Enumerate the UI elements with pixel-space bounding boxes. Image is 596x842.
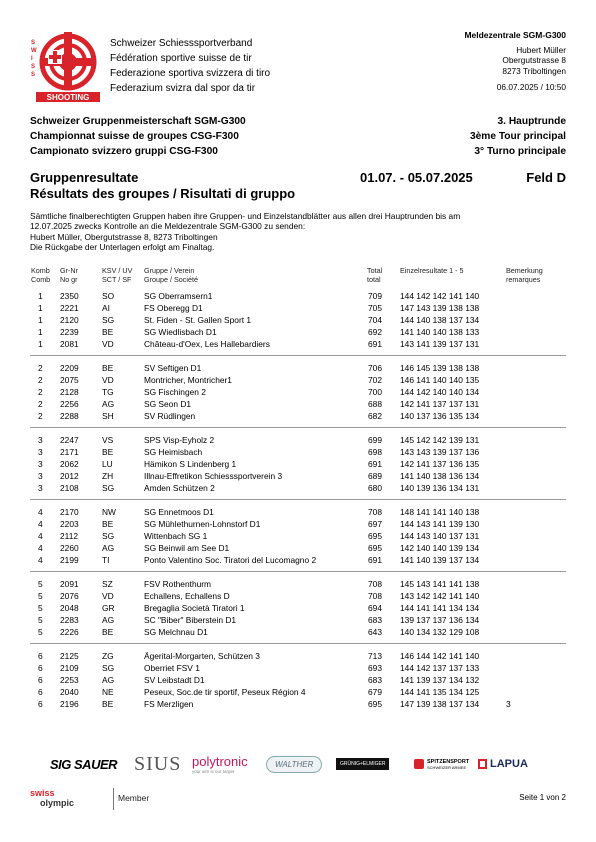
table-row [0, 458, 596, 470]
contact-date: 06.07.2025 / 10:50 [496, 82, 566, 92]
cell-einz: 144 142 137 137 133 [400, 663, 480, 673]
cell-total: 683 [368, 675, 382, 685]
cell-komb: 2 [38, 363, 43, 373]
cell-total: 699 [368, 435, 382, 445]
cell-gr: 2120 [60, 315, 79, 325]
cell-total: 682 [368, 411, 382, 421]
cell-ksv: AG [102, 399, 115, 409]
cell-ksv: BE [102, 447, 114, 457]
cell-total: 705 [368, 303, 382, 313]
cell-gr: 2283 [60, 615, 79, 625]
cell-komb: 2 [38, 375, 43, 385]
cell-gr: 2350 [60, 291, 79, 301]
cell-total: 709 [368, 291, 382, 301]
cell-total: 689 [368, 471, 382, 481]
cell-name: Bregaglia Società Tiratori 1 [144, 603, 245, 613]
cell-name: SG Beinwil am See D1 [144, 543, 230, 553]
cell-einz: 142 140 140 139 134 [400, 543, 480, 553]
cell-komb: 5 [38, 603, 43, 613]
cell-total: 708 [368, 591, 382, 601]
cell-einz: 141 139 137 134 132 [400, 675, 480, 685]
cell-name: SG Mühlethurnen-Lohnstorf D1 [144, 519, 261, 529]
table-row [0, 326, 596, 338]
cell-total: 695 [368, 543, 382, 553]
table-row [0, 590, 596, 602]
cell-ksv: SZ [102, 579, 113, 589]
cell-ksv: BE [102, 699, 114, 709]
cell-gr: 2076 [60, 591, 79, 601]
cell-komb: 1 [38, 339, 43, 349]
member-label: Member [118, 793, 150, 803]
cell-einz: 142 141 137 137 131 [400, 399, 480, 409]
cell-komb: 5 [38, 627, 43, 637]
cell-ksv: VD [102, 339, 114, 349]
cell-total: 704 [368, 315, 382, 325]
cell-einz: 143 141 139 137 131 [400, 339, 480, 349]
group-separator [30, 355, 566, 356]
cell-total: 708 [368, 579, 382, 589]
table-row [0, 410, 596, 422]
cell-name: FS Merzligen [144, 699, 194, 709]
cell-ksv: BE [102, 363, 114, 373]
svg-text:S: S [31, 64, 36, 70]
cell-komb: 5 [38, 591, 43, 601]
cell-komb: 1 [38, 291, 43, 301]
cell-name: Wittenbach SG 1 [144, 531, 208, 541]
table-row [0, 602, 596, 614]
cell-gr: 2253 [60, 675, 79, 685]
table-row [0, 674, 596, 686]
table-row [0, 362, 596, 374]
intro-line: Die Rückgabe der Unterlagen erfolgt am Finaltag. [30, 242, 215, 253]
cell-komb: 4 [38, 543, 43, 553]
cell-komb: 4 [38, 531, 43, 541]
results-title-fr-it: Résultats des groupes / Risultati di gruppo [30, 186, 296, 201]
cell-einz: 140 137 136 135 134 [400, 411, 480, 421]
cell-ksv: BE [102, 327, 114, 337]
org-name-de: Schweizer Schiesssportverband [110, 38, 253, 49]
cell-gr: 2288 [60, 411, 79, 421]
table-row [0, 542, 596, 554]
cell-name: Montricher, Montricher1 [144, 375, 232, 385]
lapua-logo: LAPUA [478, 744, 528, 784]
table-row [0, 338, 596, 350]
cell-ksv: NE [102, 687, 114, 697]
cell-komb: 3 [38, 447, 43, 457]
competition-line-de: Schweizer Gruppenmeisterschaft SGM-G300 [30, 116, 246, 127]
table-row [0, 482, 596, 494]
cell-name: SG Oberramsern1 [144, 291, 213, 301]
cell-total: 683 [368, 615, 382, 625]
cell-gr: 2221 [60, 303, 79, 313]
cell-komb: 2 [38, 387, 43, 397]
cell-gr: 2062 [60, 459, 79, 469]
cell-name: SPS Visp-Eyholz 2 [144, 435, 215, 445]
cell-total: 695 [368, 531, 382, 541]
cell-ksv: ZH [102, 471, 114, 481]
cell-einz: 145 142 142 139 131 [400, 435, 480, 445]
cell-einz: 147 139 138 137 134 [400, 699, 480, 709]
cell-ksv: SG [102, 531, 115, 541]
cell-gr: 2091 [60, 579, 79, 589]
page-number: Seite 1 von 2 [519, 793, 566, 802]
sponsor-bar [50, 744, 550, 784]
cell-einz: 144 142 142 141 140 [400, 291, 480, 301]
cell-total: 691 [368, 339, 382, 349]
cell-ksv: SO [102, 291, 115, 301]
cell-name: Echallens, Echallens D [144, 591, 230, 601]
table-row [0, 470, 596, 482]
cell-einz: 141 140 138 136 134 [400, 471, 480, 481]
cell-komb: 4 [38, 555, 43, 565]
spitzensport-logo: SPITZENSPORT SCHWEIZER ARMEE [414, 744, 469, 784]
cell-gr: 2171 [60, 447, 79, 457]
cell-gr: 2040 [60, 687, 79, 697]
cell-ksv: AI [102, 303, 110, 313]
cell-komb: 5 [38, 579, 43, 589]
round-line-it: 3° Turno principale [474, 146, 566, 157]
cell-ksv: GR [102, 603, 115, 613]
cell-einz: 144 141 135 134 125 [400, 687, 480, 697]
cell-name: SG Heimisbach [144, 447, 203, 457]
cell-total: 680 [368, 483, 382, 493]
cell-komb: 1 [38, 315, 43, 325]
cell-name: St. Fiden - St. Gallen Sport 1 [144, 315, 252, 325]
cell-gr: 2081 [60, 339, 79, 349]
lapua-mark-icon [478, 759, 487, 769]
table-row [0, 398, 596, 410]
cell-name: SG Fischingen 2 [144, 387, 206, 397]
sius-logo: SIUS [134, 752, 182, 775]
table-row [0, 386, 596, 398]
col-header-ksv: KSV / UV SCT / SF [102, 266, 133, 285]
cell-gr: 2199 [60, 555, 79, 565]
cell-komb: 2 [38, 399, 43, 409]
cell-ksv: SH [102, 411, 114, 421]
cell-gr: 2226 [60, 627, 79, 637]
cell-gr: 2108 [60, 483, 79, 493]
table-row [0, 626, 596, 638]
cell-name: SG Melchnau D1 [144, 627, 208, 637]
contact-city: 8273 Triboltingen [502, 65, 566, 76]
results-field: Feld D [526, 170, 566, 185]
results-title-de: Gruppenresultate [30, 170, 139, 185]
table-row [0, 662, 596, 674]
cell-name: Illnau-Effretikon Schiesssportverein 3 [144, 471, 283, 481]
table-row [0, 374, 596, 386]
cell-komb: 5 [38, 615, 43, 625]
cell-einz: 146 141 140 140 135 [400, 375, 480, 385]
table-row [0, 578, 596, 590]
round-line-de: 3. Hauptrunde [497, 116, 566, 127]
cell-einz: 147 143 139 138 138 [400, 303, 480, 313]
cell-ksv: SG [102, 483, 115, 493]
svg-text:W: W [31, 48, 37, 54]
cell-gr: 2109 [60, 663, 79, 673]
cell-ksv: TI [102, 555, 110, 565]
cell-total: 708 [368, 507, 382, 517]
cell-name: SG Ennetmoos D1 [144, 507, 214, 517]
cell-komb: 3 [38, 471, 43, 481]
cell-gr: 2209 [60, 363, 79, 373]
table-row [0, 554, 596, 566]
cell-name: Amden Schützen 2 [144, 483, 215, 493]
cell-einz: 148 141 141 140 138 [400, 507, 480, 517]
cell-gr: 2048 [60, 603, 79, 613]
cell-komb: 6 [38, 663, 43, 673]
competition-line-fr: Championnat suisse de groupes CSG-F300 [30, 131, 239, 142]
swiss-cross-icon [414, 759, 424, 769]
table-row [0, 434, 596, 446]
cell-bem: 3 [506, 699, 511, 709]
cell-name: Château-d'Oex, Les Hallebardiers [144, 339, 270, 349]
cell-einz: 140 139 136 134 131 [400, 483, 480, 493]
cell-gr: 2112 [60, 531, 79, 541]
cell-einz: 143 143 139 137 136 [400, 447, 480, 457]
col-header-gr: Gr-Nr No gr [60, 266, 78, 285]
cell-komb: 1 [38, 303, 43, 313]
cell-gr: 2170 [60, 507, 79, 517]
cell-total: 693 [368, 663, 382, 673]
cell-komb: 6 [38, 687, 43, 697]
cell-name: SG Wiedlisbach D1 [144, 327, 217, 337]
cell-komb: 3 [38, 435, 43, 445]
intro-line: 12.07.2025 zwecks Kontrolle an die Meldezentrale SGM-G300 zu senden: [30, 221, 306, 232]
cell-gr: 2075 [60, 375, 79, 385]
col-header-name: Gruppe / Verein Groupe / Société [144, 266, 198, 285]
svg-text:I: I [31, 56, 33, 62]
competition-line-it: Campionato svizzero gruppi CSG-F300 [30, 146, 218, 157]
intro-line: Sämtliche finalberechtigten Gruppen haben ihre Gruppen- und Einzelstandblätter aus allen drei Hauptrunden bis am [30, 211, 461, 221]
table-row [0, 290, 596, 302]
cell-komb: 3 [38, 483, 43, 493]
svg-text:SHOOTING: SHOOTING [46, 93, 90, 102]
sigsauer-logo: SIG SAUER [50, 756, 118, 772]
cell-total: 688 [368, 399, 382, 409]
cell-name: SV Rüdlingen [144, 411, 196, 421]
cell-ksv: VD [102, 375, 114, 385]
cell-name: Hämikon S Lindenberg 1 [144, 459, 237, 469]
cell-gr: 2196 [60, 699, 79, 709]
cell-gr: 2012 [60, 471, 79, 481]
cell-einz: 139 137 137 136 134 [400, 615, 480, 625]
cell-gr: 2239 [60, 327, 79, 337]
cell-komb: 4 [38, 507, 43, 517]
group-separator [30, 571, 566, 572]
cell-name: FSV Rothenthurm [144, 579, 212, 589]
table-row [0, 518, 596, 530]
contact-name: Hubert Müller [516, 44, 566, 55]
cell-gr: 2203 [60, 519, 79, 529]
cell-einz: 142 141 137 136 135 [400, 459, 480, 469]
cell-total: 643 [368, 627, 382, 637]
table-row [0, 698, 596, 710]
cell-total: 691 [368, 555, 382, 565]
cell-gr: 2247 [60, 435, 79, 445]
cell-name: Oberriet FSV 1 [144, 663, 200, 673]
table-row [0, 650, 596, 662]
cell-komb: 3 [38, 459, 43, 469]
col-header-komb: Komb Comb [31, 266, 51, 285]
cell-gr: 2125 [60, 651, 79, 661]
cell-total: 691 [368, 459, 382, 469]
cell-total: 702 [368, 375, 382, 385]
cell-gr: 2256 [60, 399, 79, 409]
cell-komb: 6 [38, 651, 43, 661]
cell-ksv: TG [102, 387, 114, 397]
cell-total: 713 [368, 651, 382, 661]
table-row [0, 302, 596, 314]
cell-total: 692 [368, 327, 382, 337]
svg-text:S: S [31, 72, 36, 78]
cell-name: SC "Biber" Biberstein D1 [144, 615, 237, 625]
cell-einz: 144 143 141 139 130 [400, 519, 480, 529]
cell-einz: 146 144 142 141 140 [400, 651, 480, 661]
cell-ksv: LU [102, 459, 113, 469]
cell-name: FS Oberegg D1 [144, 303, 203, 313]
cell-ksv: BE [102, 519, 114, 529]
group-separator [30, 427, 566, 428]
cell-ksv: SG [102, 315, 115, 325]
cell-total: 706 [368, 363, 382, 373]
cell-komb: 6 [38, 699, 43, 709]
cell-name: Ägerital-Morgarten, Schützen 3 [144, 651, 260, 661]
org-name-it: Federazione sportiva svizzera di tiro [110, 68, 271, 79]
org-name-rm: Federazium svizra dal spor da tir [110, 83, 256, 94]
cell-einz: 146 145 139 138 138 [400, 363, 480, 373]
group-separator [30, 499, 566, 500]
cell-total: 679 [368, 687, 382, 697]
table-row [0, 614, 596, 626]
table-row [0, 314, 596, 326]
cell-name: SG Seon D1 [144, 399, 192, 409]
table-row [0, 506, 596, 518]
cell-ksv: ZG [102, 651, 114, 661]
cell-ksv: SG [102, 663, 115, 673]
cell-ksv: AG [102, 675, 115, 685]
cell-ksv: NW [102, 507, 116, 517]
walther-logo: WALTHER [266, 744, 322, 784]
cell-einz: 144 143 140 137 131 [400, 531, 480, 541]
cell-einz: 140 134 132 129 108 [400, 627, 480, 637]
table-row [0, 530, 596, 542]
table-row [0, 446, 596, 458]
cell-einz: 144 141 141 134 134 [400, 603, 480, 613]
intro-line: Hubert Müller, Obergutstrasse 8, 8273 Triboltingen [30, 231, 218, 242]
cell-einz: 144 140 138 137 134 [400, 315, 480, 325]
cell-total: 697 [368, 519, 382, 529]
col-header-bem: Bemerkung remarques [506, 266, 543, 285]
cell-einz: 145 143 141 141 138 [400, 579, 480, 589]
cell-name: Peseux, Soc.de tir sportif, Peseux Région 4 [144, 687, 306, 697]
polytronic-logo: polytronic your aim is our target [192, 754, 248, 774]
col-header-total: Total total [367, 266, 383, 285]
gronig-elmiger-logo: GRÜNIG+ELMIGER [336, 744, 389, 784]
cell-einz: 143 142 142 141 140 [400, 591, 480, 601]
cell-total: 700 [368, 387, 382, 397]
cell-komb: 4 [38, 519, 43, 529]
cell-einz: 141 140 140 138 133 [400, 327, 480, 337]
cell-ksv: VD [102, 591, 114, 601]
cell-komb: 6 [38, 675, 43, 685]
cell-gr: 2260 [60, 543, 79, 553]
table-row [0, 686, 596, 698]
cell-ksv: AG [102, 543, 115, 553]
cell-total: 698 [368, 447, 382, 457]
cell-total: 694 [368, 603, 382, 613]
cell-ksv: VS [102, 435, 114, 445]
footer-divider [113, 788, 114, 810]
contact-street: Obergutstrasse 8 [502, 55, 566, 65]
swiss-olympic-logo: swiss olympic [30, 788, 75, 808]
cell-name: SV Seftigen D1 [144, 363, 202, 373]
contact-title: Meldezentrale SGM-G300 [464, 30, 566, 40]
round-line-fr: 3ème Tour principal [469, 131, 566, 142]
cell-name: SV Leibstadt D1 [144, 675, 205, 685]
cell-ksv: AG [102, 615, 115, 625]
cell-einz: 141 140 139 137 134 [400, 555, 480, 565]
cell-total: 695 [368, 699, 382, 709]
cell-name: Ponto Valentino Soc. Tiratori del Lucomagno 2 [144, 555, 317, 565]
cell-einz: 144 142 140 140 134 [400, 387, 480, 397]
cell-komb: 2 [38, 411, 43, 421]
cell-komb: 1 [38, 327, 43, 337]
cell-gr: 2128 [60, 387, 79, 397]
col-header-einz: Einzelresultate 1 - 5 [400, 266, 464, 275]
svg-text:S: S [31, 40, 36, 46]
org-name-fr: Fédération sportive suisse de tir [110, 53, 252, 64]
results-dates: 01.07. - 05.07.2025 [360, 170, 473, 185]
cell-ksv: BE [102, 627, 114, 637]
group-separator [30, 643, 566, 644]
